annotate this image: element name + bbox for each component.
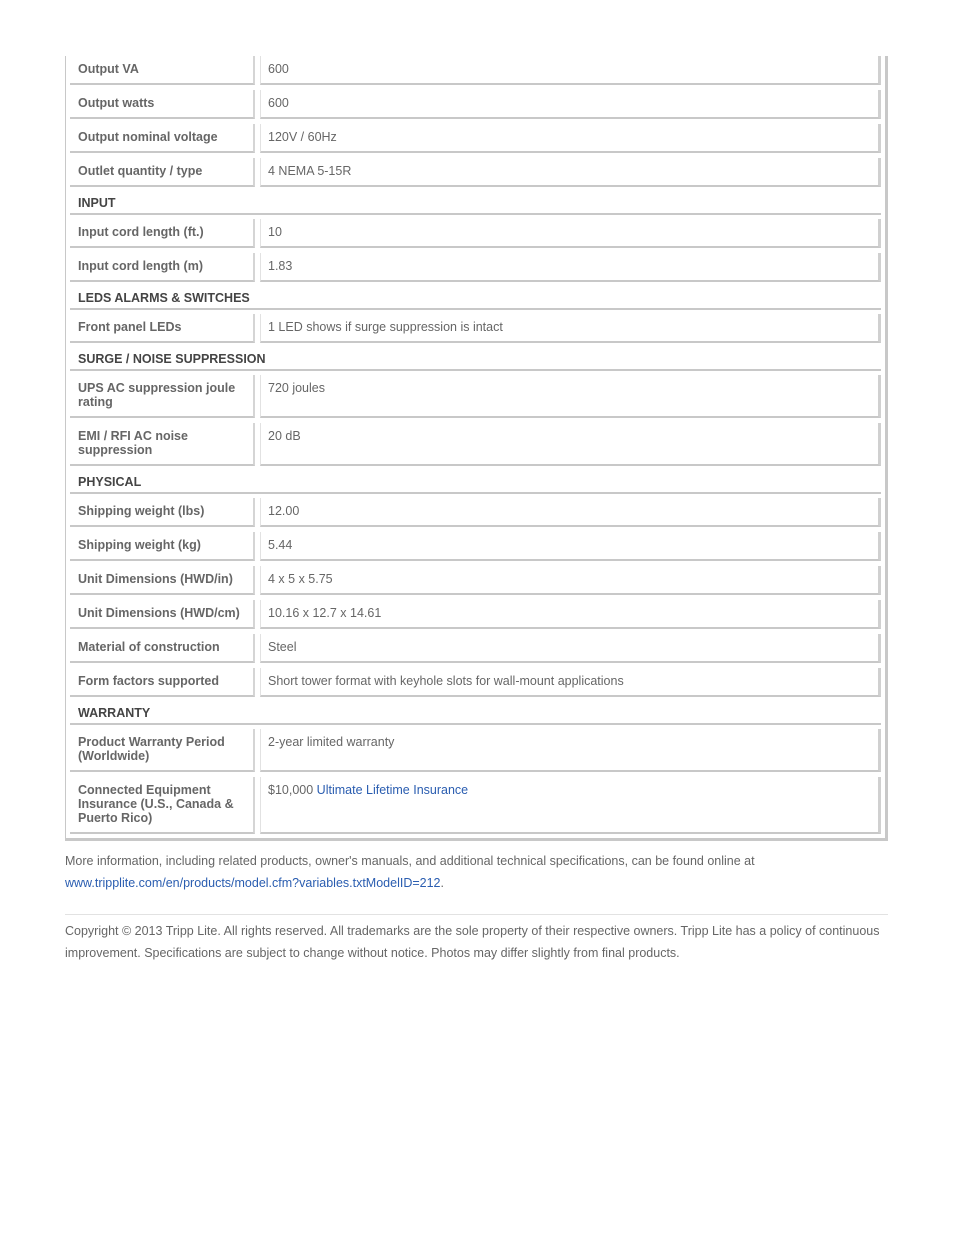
spec-value: 1.83: [260, 253, 881, 282]
copyright-text: Copyright © 2013 Tripp Lite. All rights reserved. All trademarks are the sole property of their respective owners. Tripp Lite has a policy of continuous improvement. Specifications are subject to change without notice. Photos may differ slightly from final products.: [65, 924, 880, 960]
spec-value: 5.44: [260, 532, 881, 561]
spec-value: 4 NEMA 5-15R: [260, 158, 881, 187]
more-info-period: .: [440, 876, 444, 890]
spec-value: 4 x 5 x 5.75: [260, 566, 881, 595]
more-info-text: More information, including related products, owner's manuals, and additional technical specifications, can be found online at: [65, 854, 755, 868]
spec-label: Form factors supported: [70, 668, 255, 697]
spec-row-warranty-period: [66, 729, 885, 772]
spec-label: EMI / RFI AC noise suppression: [70, 423, 255, 466]
section-heading-input: INPUT: [70, 192, 881, 215]
spec-row-emi-rfi: [66, 423, 885, 466]
spec-label: Input cord length (m): [70, 253, 255, 282]
spec-label: Product Warranty Period (Worldwide): [70, 729, 255, 772]
spec-row-input-cord-ft: [66, 219, 885, 248]
spec-value: 2-year limited warranty: [260, 729, 881, 772]
spec-row-connected-equipment: [66, 777, 885, 834]
spec-row-ship-kg: [66, 532, 885, 561]
spec-value: Steel: [260, 634, 881, 663]
spec-row-form-factors: [66, 668, 885, 697]
spec-row-ship-lbs: [66, 498, 885, 527]
product-page-link[interactable]: www.tripplite.com/en/products/model.cfm?variables.txtModelID=212: [65, 876, 441, 890]
spec-label: Unit Dimensions (HWD/in): [70, 566, 255, 595]
spec-label: Shipping weight (lbs): [70, 498, 255, 527]
spec-value: 600: [260, 56, 881, 85]
spec-label: Output VA: [70, 56, 255, 85]
spec-table: [65, 56, 888, 841]
spec-value: 720 joules: [260, 375, 881, 418]
spec-label: Material of construction: [70, 634, 255, 663]
spec-label: Unit Dimensions (HWD/cm): [70, 600, 255, 629]
spec-value: 120V / 60Hz: [260, 124, 881, 153]
spec-row-dim-in: [66, 566, 885, 595]
spec-value: 20 dB: [260, 423, 881, 466]
spec-label: Connected Equipment Insurance (U.S., Canada & Puerto Rico): [70, 777, 255, 834]
spec-value: 10.16 x 12.7 x 14.61: [260, 600, 881, 629]
spec-row-output-watts: [66, 90, 885, 119]
spec-row-front-panel-leds: [66, 314, 885, 343]
spec-label: Output watts: [70, 90, 255, 119]
section-heading-leds: LEDS ALARMS & SWITCHES: [70, 287, 881, 310]
spec-value: 600: [260, 90, 881, 119]
spec-value: 12.00: [260, 498, 881, 527]
spec-label: Front panel LEDs: [70, 314, 255, 343]
spec-value: 1 LED shows if surge suppression is intact: [260, 314, 881, 343]
footer-divider: [65, 914, 888, 915]
spec-label: Shipping weight (kg): [70, 532, 255, 561]
spec-row-input-cord-m: [66, 253, 885, 282]
spec-label: Output nominal voltage: [70, 124, 255, 153]
spec-value: Short tower format with keyhole slots for wall-mount applications: [260, 668, 881, 697]
spec-value: 10: [260, 219, 881, 248]
spec-label: UPS AC suppression joule rating: [70, 375, 255, 418]
spec-label: Input cord length (ft.): [70, 219, 255, 248]
insurance-amount: $10,000: [268, 783, 317, 797]
section-heading-physical: PHYSICAL: [70, 471, 881, 494]
spec-row-outlet-quantity: [66, 158, 885, 187]
spec-row-material: [66, 634, 885, 663]
spec-value: [260, 777, 881, 834]
spec-row-output-nominal-voltage: [66, 124, 885, 153]
section-heading-warranty: WARRANTY: [70, 702, 881, 725]
spec-row-dim-cm: [66, 600, 885, 629]
spec-label: Outlet quantity / type: [70, 158, 255, 187]
spec-row-output-va: [66, 56, 885, 85]
ultimate-lifetime-insurance-link[interactable]: Ultimate Lifetime Insurance: [316, 783, 469, 797]
spec-row-ups-joule: [66, 375, 885, 418]
section-heading-surge: SURGE / NOISE SUPPRESSION: [70, 348, 881, 371]
more-info-paragraph: [65, 850, 888, 894]
